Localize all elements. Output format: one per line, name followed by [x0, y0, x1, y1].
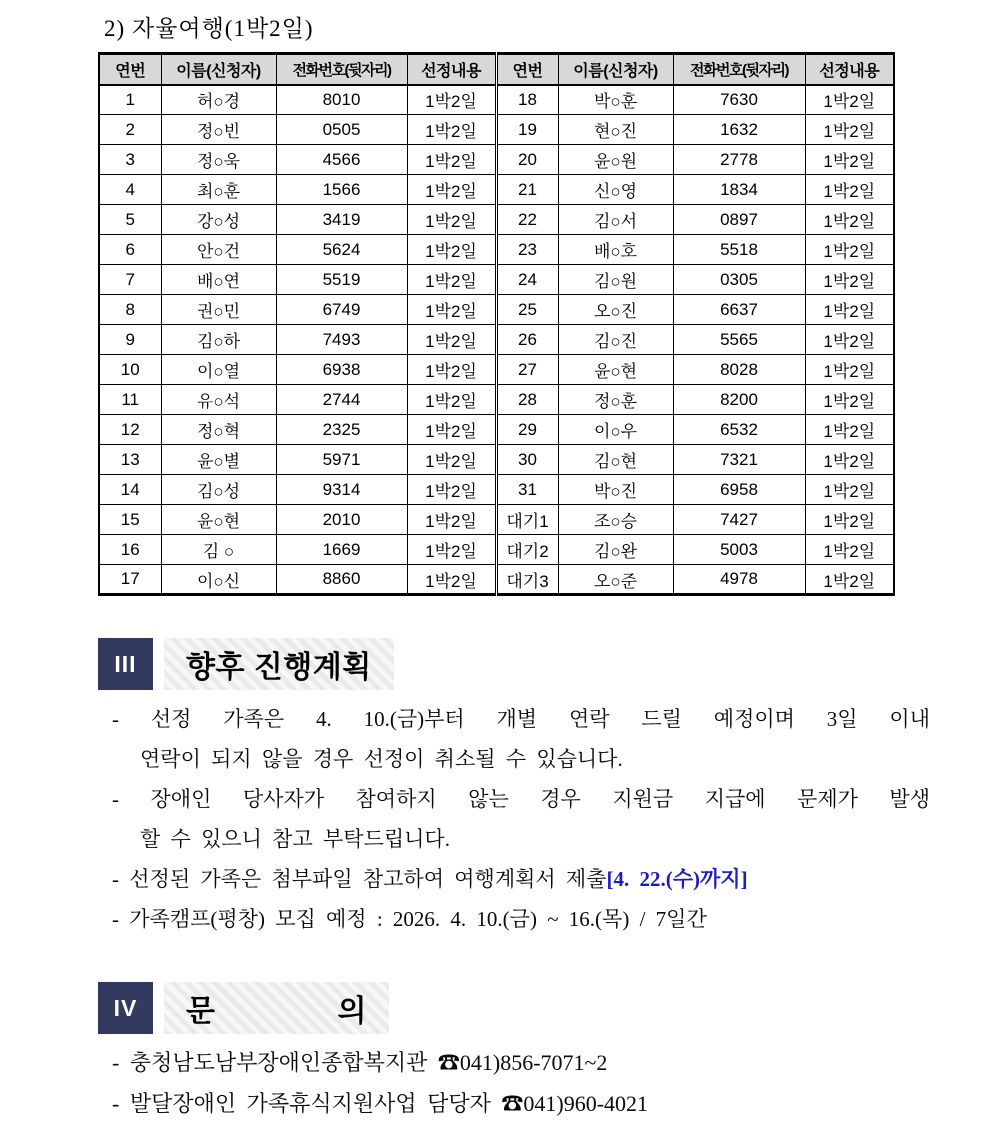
table-cell: 4978: [673, 565, 805, 595]
table-cell: 0897: [673, 205, 805, 235]
column-header: 연번: [496, 54, 558, 85]
column-header: 이름(신청자): [161, 54, 276, 85]
table-cell: 14: [99, 475, 161, 505]
table-cell: 7321: [673, 445, 805, 475]
table-cell: 신○영: [558, 175, 673, 205]
table-cell: 9: [99, 325, 161, 355]
table-cell: 1박2일: [805, 475, 894, 505]
bullet-item: [112, 1083, 930, 1124]
table-cell: 12: [99, 415, 161, 445]
text-segment: - 가족캠프(평창) 모집 예정 : 2026. 4. 10.(금) ~ 16.(목) / 7일간: [112, 907, 707, 931]
table-cell: 김 ○: [161, 535, 276, 565]
table-cell: 1박2일: [407, 145, 496, 175]
table-cell: 1박2일: [407, 415, 496, 445]
table-cell: 3: [99, 145, 161, 175]
table-cell: 7427: [673, 505, 805, 535]
section-numeral: IV: [98, 982, 153, 1034]
table-cell: 6532: [673, 415, 805, 445]
table-cell: 6: [99, 235, 161, 265]
table-cell: 정○혁: [161, 415, 276, 445]
table-cell: 7630: [673, 85, 805, 115]
table-cell: 1박2일: [407, 115, 496, 145]
table-cell: 1632: [673, 115, 805, 145]
table-cell: 1박2일: [805, 85, 894, 115]
bullet-line: [112, 819, 930, 859]
table-cell: 조○승: [558, 505, 673, 535]
table-cell: 대기3: [496, 565, 558, 595]
table-cell: 1박2일: [407, 205, 496, 235]
text-segment: - 장애인 당사자가 참여하지 않는 경우 지원금 지급에 문제가 발생: [112, 787, 930, 811]
table-row: [99, 385, 894, 415]
table-row: [99, 445, 894, 475]
text-segment: 041)856-7071~2: [459, 1050, 608, 1075]
column-header: 전화번호(뒷자리): [276, 54, 407, 85]
table-cell: 현○진: [558, 115, 673, 145]
table-row: [99, 295, 894, 325]
bullet-line: [112, 739, 930, 779]
table-cell: 17: [99, 565, 161, 595]
table-cell: 1박2일: [407, 295, 496, 325]
table-cell: 1박2일: [805, 445, 894, 475]
table-body: [99, 85, 894, 595]
bullet-item: [112, 779, 930, 859]
table-cell: 6958: [673, 475, 805, 505]
table-cell: 1박2일: [805, 235, 894, 265]
table-cell: 1박2일: [805, 145, 894, 175]
table-cell: 1박2일: [407, 175, 496, 205]
bullet-line: [112, 1042, 930, 1083]
table-cell: 박○진: [558, 475, 673, 505]
table-cell: 권○민: [161, 295, 276, 325]
table-cell: 1박2일: [805, 325, 894, 355]
text-segment: 연락이 되지 않을 경우 선정이 취소될 수 있습니다.: [140, 747, 623, 771]
table-cell: 19: [496, 115, 558, 145]
table-cell: 18: [496, 85, 558, 115]
table-cell: 1박2일: [805, 205, 894, 235]
table-cell: 1박2일: [805, 415, 894, 445]
table-cell: 24: [496, 265, 558, 295]
table-cell: 1박2일: [407, 445, 496, 475]
table-cell: 2325: [276, 415, 407, 445]
section-numeral: III: [98, 638, 153, 690]
table-cell: 3419: [276, 205, 407, 235]
table-cell: 4566: [276, 145, 407, 175]
text-segment: - 발달장애인 가족휴식지원사업 담당자: [112, 1091, 502, 1116]
table-cell: 1566: [276, 175, 407, 205]
bullet-item: [112, 899, 930, 939]
table-cell: 김○하: [161, 325, 276, 355]
header-row: [99, 54, 894, 85]
table-cell: 오○준: [558, 565, 673, 595]
table-cell: 27: [496, 355, 558, 385]
table-cell: 안○건: [161, 235, 276, 265]
table-cell: 31: [496, 475, 558, 505]
table-cell: 16: [99, 535, 161, 565]
table-cell: 6938: [276, 355, 407, 385]
bullet-item: [112, 859, 930, 899]
table-cell: 8010: [276, 85, 407, 115]
column-header: 선정내용: [805, 54, 894, 85]
section-title: 향후 진행계획: [164, 638, 394, 690]
table-cell: 1박2일: [407, 85, 496, 115]
text-segment: - 충청남도남부장애인종합복지관: [112, 1050, 438, 1075]
table-cell: 배○호: [558, 235, 673, 265]
text-segment: - 선정된 가족은 첨부파일 참고하여 여행계획서 제출: [112, 867, 607, 891]
table-cell: 5971: [276, 445, 407, 475]
table-cell: 5518: [673, 235, 805, 265]
table-cell: 28: [496, 385, 558, 415]
table-cell: 대기1: [496, 505, 558, 535]
column-header: 연번: [99, 54, 161, 85]
table-cell: 7: [99, 265, 161, 295]
table-cell: 1박2일: [805, 295, 894, 325]
table-cell: 8028: [673, 355, 805, 385]
table-cell: 26: [496, 325, 558, 355]
table-cell: 9314: [276, 475, 407, 505]
table-cell: 1박2일: [805, 175, 894, 205]
table-cell: 2778: [673, 145, 805, 175]
table-cell: 2: [99, 115, 161, 145]
section-progress-plan: [98, 638, 394, 690]
table-cell: 5624: [276, 235, 407, 265]
table-cell: 10: [99, 355, 161, 385]
table-cell: 이○열: [161, 355, 276, 385]
table-row: [99, 85, 894, 115]
table-row: [99, 415, 894, 445]
table-cell: 윤○별: [161, 445, 276, 475]
table-cell: 유○석: [161, 385, 276, 415]
table-cell: 7493: [276, 325, 407, 355]
text-segment: 041)960-4021: [523, 1091, 649, 1116]
table-cell: 5565: [673, 325, 805, 355]
bullet-line: [112, 699, 930, 739]
table-cell: 김○현: [558, 445, 673, 475]
bullet-item: [112, 699, 930, 779]
bullet-line: [112, 899, 930, 939]
table-cell: 윤○현: [558, 355, 673, 385]
table-cell: 김○완: [558, 535, 673, 565]
table-row: [99, 535, 894, 565]
column-header: 선정내용: [407, 54, 496, 85]
table-cell: 2010: [276, 505, 407, 535]
table-cell: 1박2일: [805, 115, 894, 145]
table-cell: 최○훈: [161, 175, 276, 205]
deadline-highlight: [4. 22.(수)까지]: [606, 867, 748, 891]
bullet-line: [112, 859, 930, 899]
table-cell: 이○우: [558, 415, 673, 445]
table-cell: 강○성: [161, 205, 276, 235]
table-cell: 김○진: [558, 325, 673, 355]
table-cell: 1박2일: [805, 355, 894, 385]
phone-icon: ☎: [437, 1050, 460, 1075]
table-cell: 1박2일: [407, 565, 496, 595]
table-cell: 5: [99, 205, 161, 235]
text-segment: 할 수 있으니 참고 부탁드립니다.: [140, 827, 450, 851]
table-cell: 25: [496, 295, 558, 325]
phone-icon: ☎: [501, 1091, 524, 1116]
table-row: [99, 235, 894, 265]
table-cell: 1박2일: [805, 565, 894, 595]
table-cell: 이○신: [161, 565, 276, 595]
table-cell: 1박2일: [407, 265, 496, 295]
table-cell: 30: [496, 445, 558, 475]
table-cell: 1박2일: [407, 355, 496, 385]
table-cell: 15: [99, 505, 161, 535]
table-cell: 8200: [673, 385, 805, 415]
table-row: [99, 505, 894, 535]
column-header: 전화번호(뒷자리): [673, 54, 805, 85]
text-segment: - 선정 가족은 4. 10.(금)부터 개별 연락 드릴 예정이며 3일 이내: [112, 707, 930, 731]
table-cell: 1834: [673, 175, 805, 205]
table-cell: 4: [99, 175, 161, 205]
inquiry-bullets: [112, 1042, 930, 1124]
table-cell: 13: [99, 445, 161, 475]
table-cell: 윤○원: [558, 145, 673, 175]
table-cell: 김○성: [161, 475, 276, 505]
table-cell: 8: [99, 295, 161, 325]
table-row: [99, 325, 894, 355]
table-cell: 2744: [276, 385, 407, 415]
table-cell: 1박2일: [805, 265, 894, 295]
table-cell: 23: [496, 235, 558, 265]
table-cell: 1669: [276, 535, 407, 565]
table-cell: 1박2일: [407, 235, 496, 265]
table-cell: 5003: [673, 535, 805, 565]
table-cell: 윤○현: [161, 505, 276, 535]
table-cell: 1박2일: [407, 385, 496, 415]
table-cell: 0305: [673, 265, 805, 295]
table-cell: 1박2일: [407, 325, 496, 355]
table-row: [99, 355, 894, 385]
column-header: 이름(신청자): [558, 54, 673, 85]
bullet-item: [112, 1042, 930, 1083]
table-cell: 정○훈: [558, 385, 673, 415]
table-cell: 21: [496, 175, 558, 205]
table-row: [99, 265, 894, 295]
table-cell: 6749: [276, 295, 407, 325]
table-cell: 22: [496, 205, 558, 235]
page-title: 2) 자율여행(1박2일): [104, 16, 314, 41]
table-cell: 정○빈: [161, 115, 276, 145]
table-cell: 20: [496, 145, 558, 175]
table-cell: 1박2일: [407, 475, 496, 505]
table-cell: 29: [496, 415, 558, 445]
table-cell: 5519: [276, 265, 407, 295]
table-cell: 1박2일: [805, 385, 894, 415]
selection-table: [98, 52, 895, 596]
table-cell: 오○진: [558, 295, 673, 325]
table-row: [99, 175, 894, 205]
table-cell: 김○원: [558, 265, 673, 295]
table-cell: 정○욱: [161, 145, 276, 175]
table-cell: 1박2일: [805, 505, 894, 535]
table-row: [99, 475, 894, 505]
table-row: [99, 145, 894, 175]
table-cell: 1박2일: [407, 535, 496, 565]
table-row: [99, 115, 894, 145]
bullet-line: [112, 779, 930, 819]
bullet-line: [112, 1083, 930, 1124]
table-cell: 1박2일: [407, 505, 496, 535]
table-cell: 김○서: [558, 205, 673, 235]
progress-plan-bullets: [112, 699, 930, 939]
table-cell: 1: [99, 85, 161, 115]
section-title: 문 의: [164, 982, 389, 1034]
table-header: [99, 54, 894, 85]
section-inquiry: [98, 982, 389, 1034]
table-cell: 배○연: [161, 265, 276, 295]
table-cell: 0505: [276, 115, 407, 145]
table-cell: 대기2: [496, 535, 558, 565]
table-cell: 1박2일: [805, 535, 894, 565]
table-cell: 허○경: [161, 85, 276, 115]
table-row: [99, 565, 894, 595]
table-cell: 11: [99, 385, 161, 415]
table-cell: 6637: [673, 295, 805, 325]
table-cell: 8860: [276, 565, 407, 595]
table-cell: 박○훈: [558, 85, 673, 115]
table-row: [99, 205, 894, 235]
